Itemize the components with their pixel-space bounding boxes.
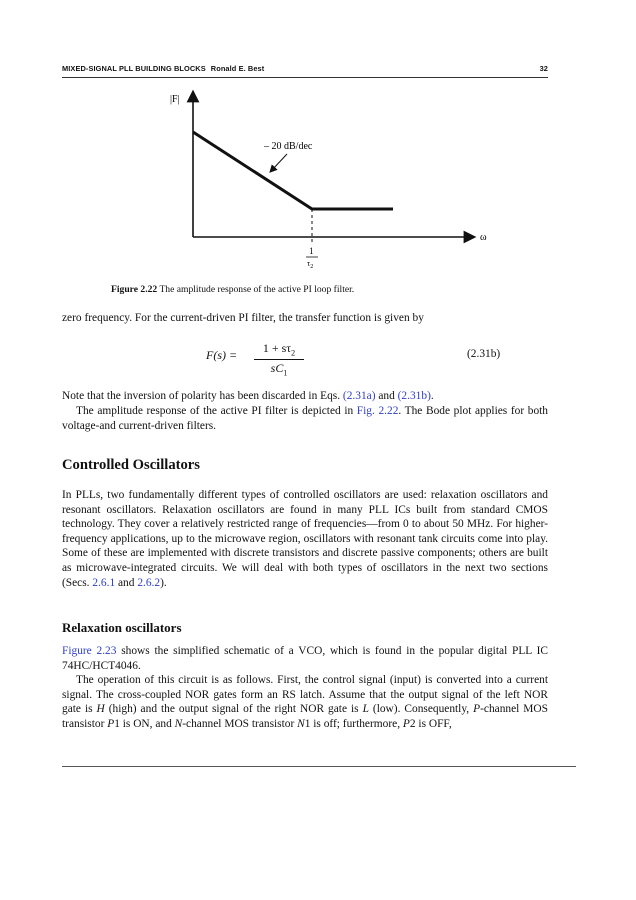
equation-denominator: sC (270, 361, 284, 376)
page-number: 32 (539, 64, 548, 73)
slope-label: – 20 dB/dec (264, 141, 313, 152)
fig-2-23-link[interactable]: Figure 2.23 (62, 645, 117, 657)
sec-2-6-2-link[interactable]: 2.6.2 (137, 576, 161, 589)
corner-denominator: $\tau_2$ (307, 259, 314, 270)
equation-numerator: 1 + sτ (262, 341, 292, 355)
paragraph-5: Figure 2.23 shows the simplified schematic of a VCO, which is found in the popular digital PLL IC 74HC/HCT4046. (62, 645, 548, 672)
running-header (62, 64, 548, 73)
eq-2-31a-link[interactable]: (2.31a) (342, 390, 376, 402)
header-rule (62, 77, 548, 78)
paragraph-6: The operation of this circuit is as follows. First, the control signal (input) is converted into a current signal. The cross-coupled NOR gates form an RS latch. Assume that the output signal of the left NOR gate is H (high) and the output signal of the right NOR gate is L (low). Consequently, P-channel MOS transistor P1 is ON, and N-channel MOS transistor N1 is off; furthermore, P2 is OFF, (62, 674, 548, 730)
equation-fraction (254, 341, 304, 378)
eq-2-31b-link[interactable]: (2.31b) (397, 390, 431, 402)
caption-label: Figure 2.22 (111, 284, 158, 295)
equation-numerator-sub: 2 (291, 348, 296, 358)
header-author: Ronald E. Best (210, 64, 265, 73)
fig-2-22-link[interactable]: Fig. 2.22 (356, 405, 399, 417)
paragraph-2: Note that the inversion of polarity has been discarded in Eqs. (2.31a) and (2.31b). (62, 390, 434, 402)
section-heading-relaxation-oscillators: Relaxation oscillators (62, 620, 182, 635)
x-axis-label: ω (480, 232, 487, 243)
paragraph-4: In PLLs, two fundamentally different types of controlled oscillators are used: relaxation oscillators and resonant oscillators. Relaxation oscillators are found in many PLL ICs built from standard CMOS technology. They cover a relatively restricted range of frequencies—from 0 to about 50 MHz. For higher-frequency applications, up to the microwave region, oscillators with resonant tank circuits come into play. Some of these are implemented with discrete transistors and discrete passive components; others are built as microwave-integrated circuits. We will deal with both types of oscillators in the next two sections (Secs. 2.6.1 and 2.6.2). (62, 489, 548, 589)
section-heading-controlled-oscillators: Controlled Oscillators (62, 457, 200, 473)
figure-caption (111, 284, 354, 295)
paragraph-3: The amplitude response of the active PI filter is depicted in Fig. 2.22. The Bode plot applies for both voltage-and current-driven filters. (62, 405, 548, 432)
y-axis-label: |F| (170, 94, 180, 105)
amplitude-response-figure (150, 88, 510, 278)
caption-text: The amplitude response of the active PI loop filter. (159, 284, 355, 295)
corner-numerator: 1 (309, 246, 314, 256)
header-title: MIXED-SIGNAL PLL BUILDING BLOCKS (62, 64, 206, 73)
equation-number: (2.31b) (467, 348, 501, 360)
paragraph-1: zero frequency. For the current-driven PI filter, the transfer function is given by (62, 312, 424, 324)
sec-2-6-1-link[interactable]: 2.6.1 (92, 576, 116, 589)
equation-lhs: F(s) = (206, 348, 238, 362)
footer-rule (62, 766, 576, 767)
equation-denominator-sub: 1 (283, 368, 288, 378)
slope-pointer (272, 154, 287, 170)
